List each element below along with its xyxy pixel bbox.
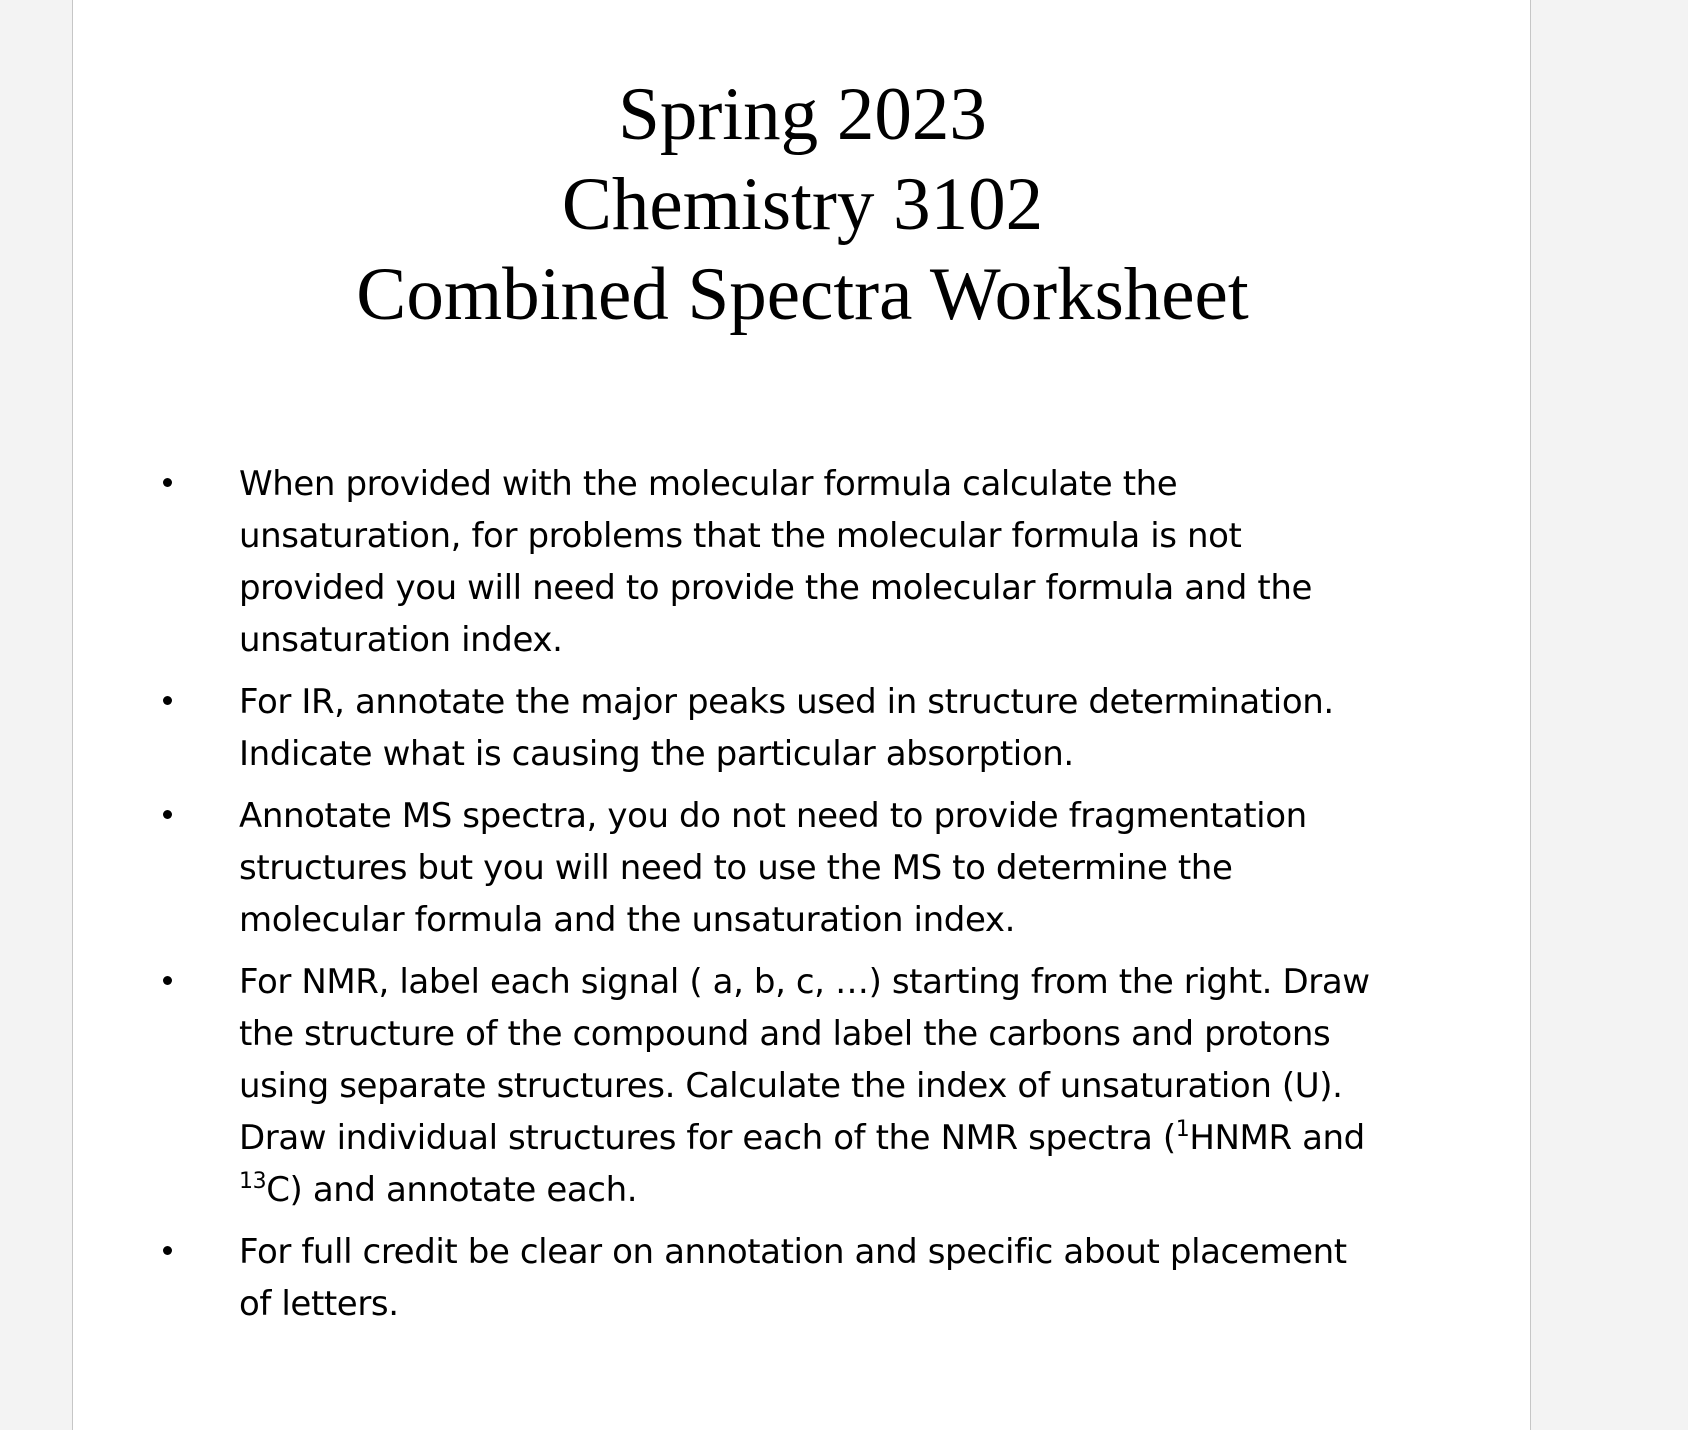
text-line: unsaturation, for problems that the molecular formula is not — [239, 516, 1242, 556]
instruction-list — [73, 458, 1532, 1340]
text-line: When provided with the molecular formula calculate the — [239, 464, 1178, 504]
instruction-text — [239, 676, 1469, 780]
text-line: using separate structures. Calculate the index of unsaturation (U). — [239, 1066, 1343, 1106]
superscript: 13 — [239, 1169, 267, 1194]
instruction-item-unsaturation — [73, 458, 1532, 666]
title-line-term: Spring 2023 — [618, 73, 987, 156]
bullet-icon — [163, 976, 172, 985]
text-line: structures but you will need to use the MS to determine the — [239, 848, 1233, 888]
document-page — [72, 0, 1531, 1430]
instruction-text — [239, 790, 1469, 946]
instruction-text — [239, 956, 1469, 1216]
text-line: provided you will need to provide the molecular formula and the — [239, 568, 1312, 608]
text-line — [239, 1164, 1469, 1216]
title-line-worksheet: Combined Spectra Worksheet — [356, 253, 1249, 336]
text-line: For NMR, label each signal ( a, b, c, …) starting from the right. Draw — [239, 962, 1370, 1002]
instruction-item-ms — [73, 790, 1532, 946]
instruction-item-ir — [73, 676, 1532, 780]
instruction-item-credit — [73, 1226, 1532, 1330]
text-line: For IR, annotate the major peaks used in structure determination. — [239, 682, 1334, 722]
text-line: of letters. — [239, 1284, 399, 1324]
instruction-text — [239, 458, 1469, 666]
document-title — [73, 70, 1532, 340]
bullet-icon — [163, 478, 172, 487]
superscript: 1 — [1175, 1117, 1190, 1142]
bullet-icon — [163, 1246, 172, 1255]
text-fragment: HNMR and — [1189, 1118, 1365, 1158]
text-line: Indicate what is causing the particular absorption. — [239, 734, 1074, 774]
bullet-icon — [163, 696, 172, 705]
text-line: unsaturation index. — [239, 620, 563, 660]
title-line-course: Chemistry 3102 — [561, 163, 1044, 246]
text-fragment: C) and annotate each. — [266, 1170, 638, 1210]
instruction-text — [239, 1226, 1469, 1330]
instruction-item-nmr — [73, 956, 1532, 1216]
text-line — [239, 1112, 1469, 1164]
text-line: the structure of the compound and label the carbons and protons — [239, 1014, 1331, 1054]
text-line: Annotate MS spectra, you do not need to provide fragmentation — [239, 796, 1307, 836]
text-line: For full credit be clear on annotation and specific about placement — [239, 1232, 1347, 1272]
bullet-icon — [163, 810, 172, 819]
text-fragment: Draw individual structures for each of the NMR spectra ( — [239, 1118, 1176, 1158]
text-line: molecular formula and the unsaturation index. — [239, 900, 1015, 940]
